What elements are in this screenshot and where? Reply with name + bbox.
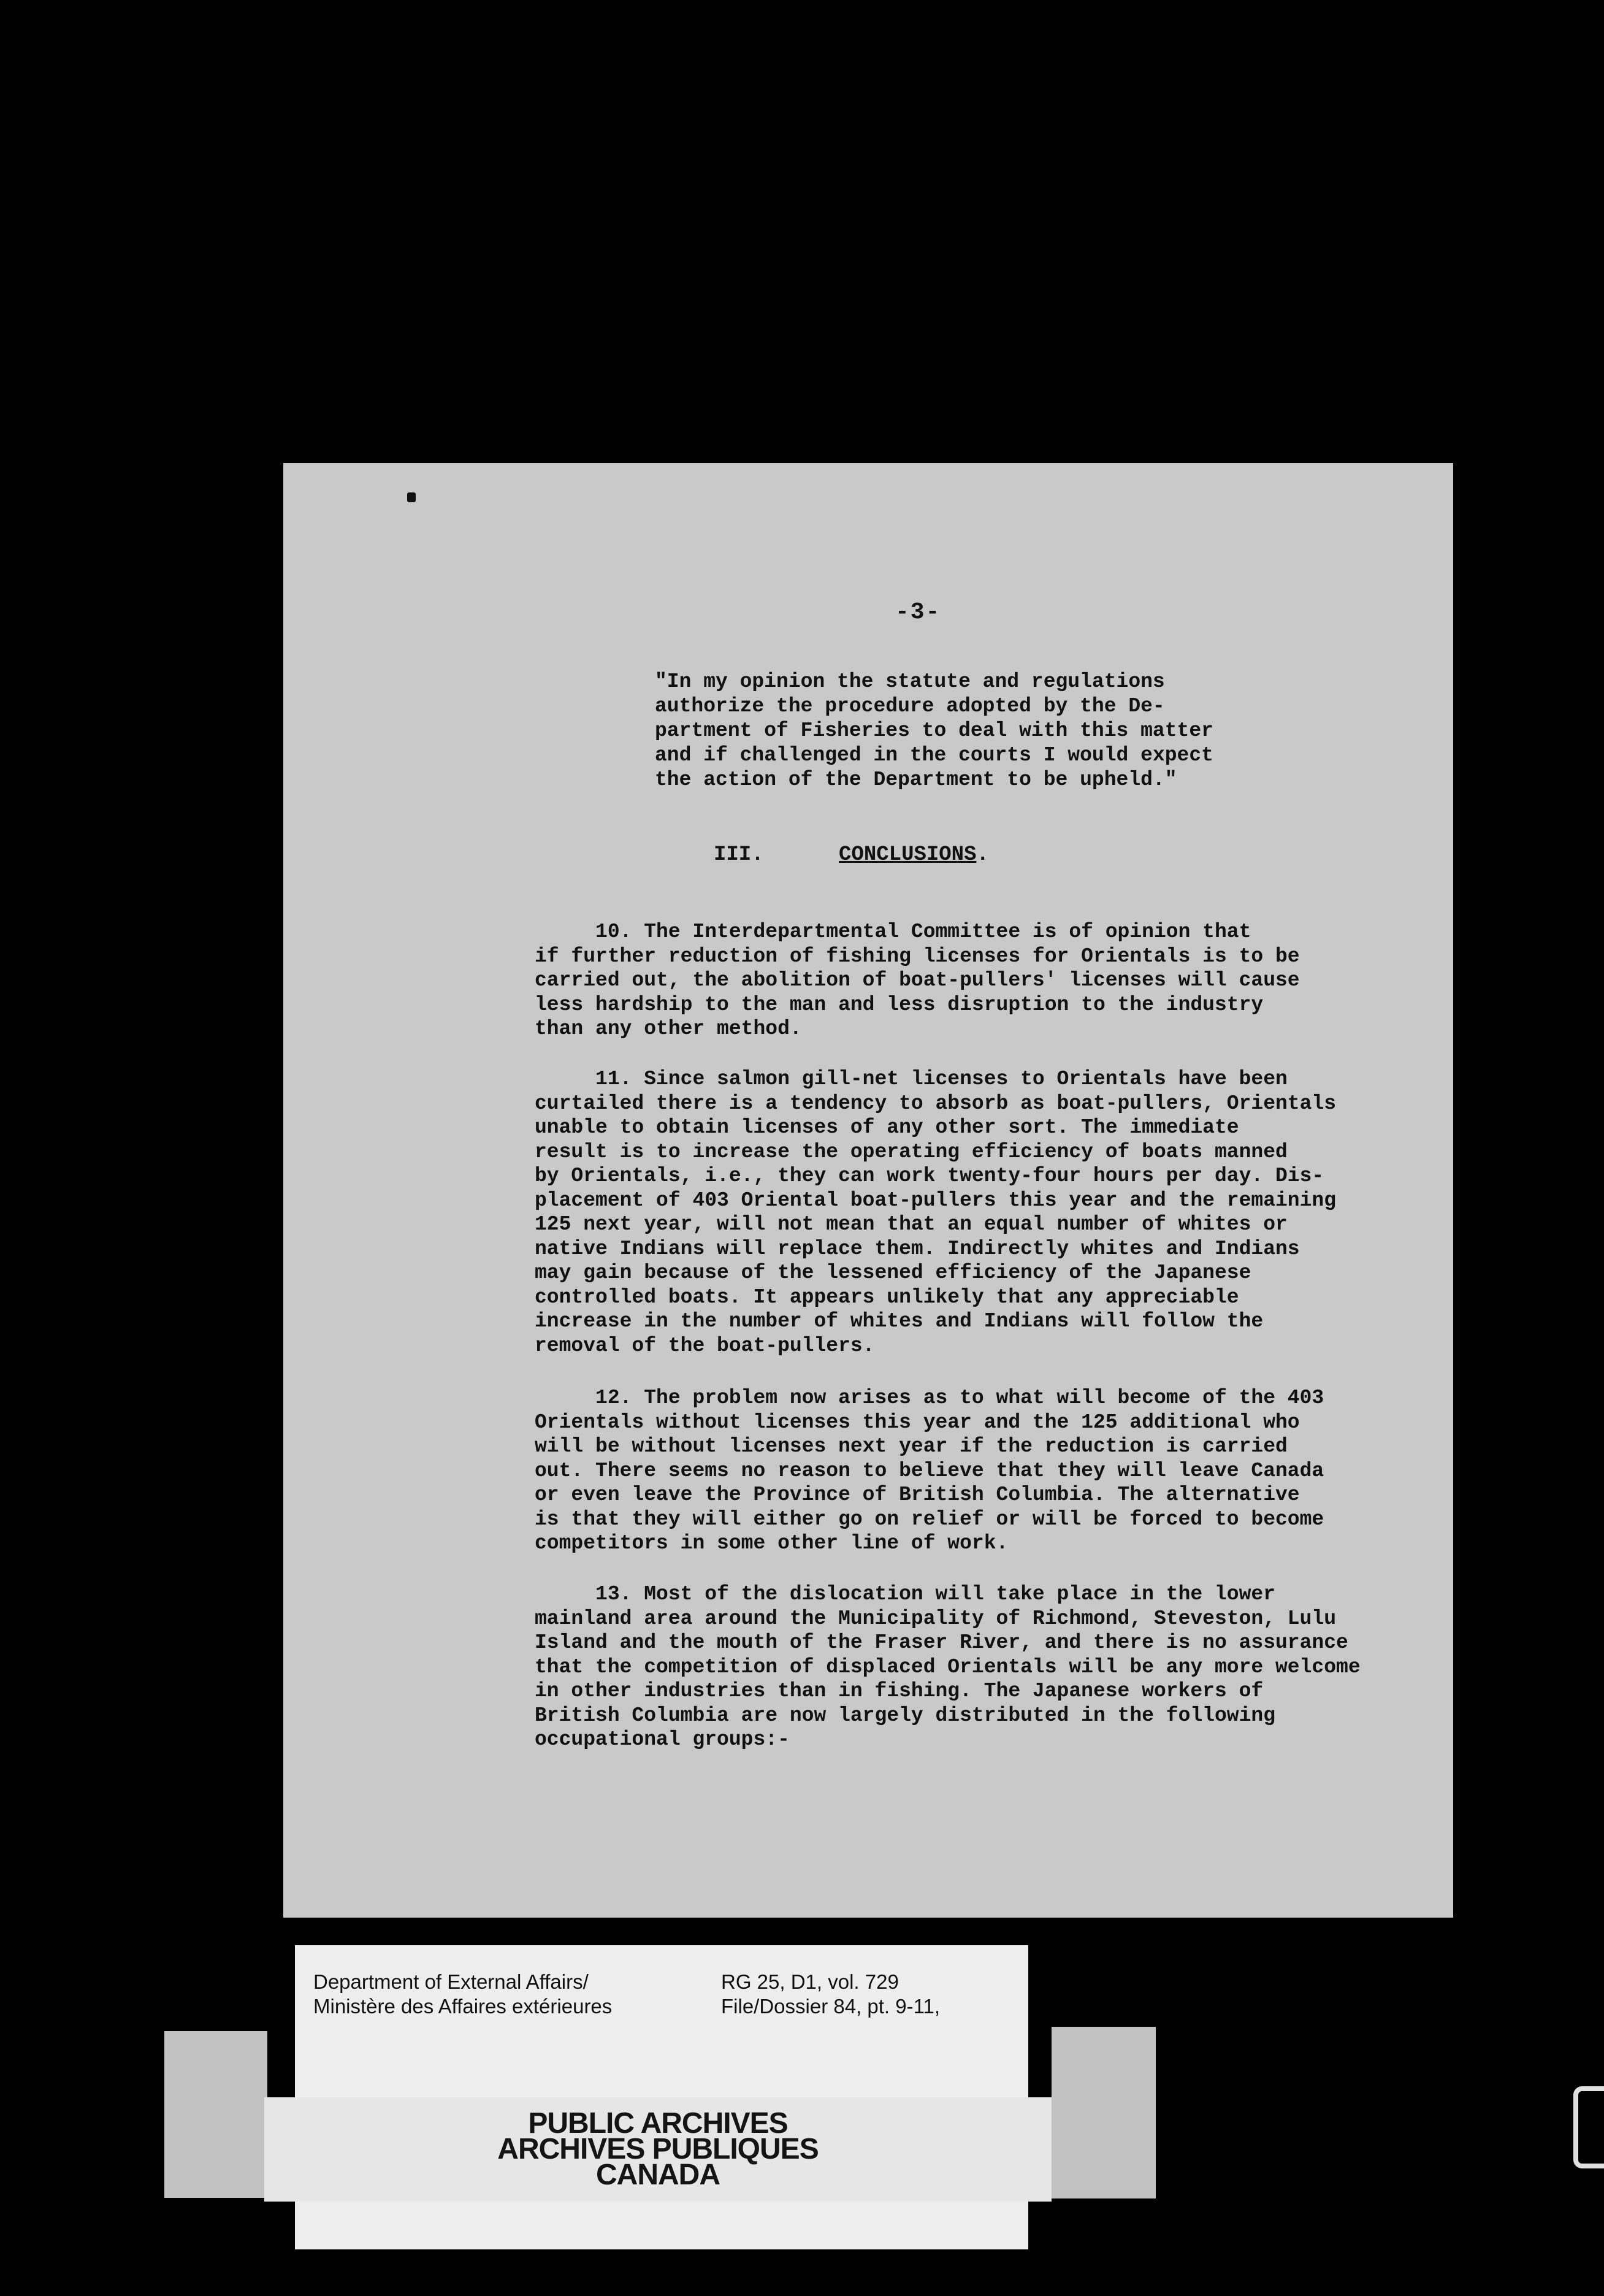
paragraph-line: that the competition of displaced Orientals will be any more welcome <box>535 1655 1361 1678</box>
document-page <box>283 463 1453 1918</box>
paragraph-11 <box>535 1067 1405 1358</box>
quote-line: "In my opinion the statute and regulations <box>655 670 1165 693</box>
paragraph-line: Orientals without licenses this year and the 125 additional who <box>535 1410 1300 1434</box>
record-group: RG 25, D1, vol. 729 <box>721 1970 899 1993</box>
stamp-line-country: CANADA <box>596 2159 720 2191</box>
paragraph-line: less hardship to the man and less disruption to the industry <box>535 993 1264 1016</box>
archive-reference <box>721 1970 940 2019</box>
archive-department <box>313 1970 612 2019</box>
department-fr: Ministère des Affaires extérieures <box>313 1995 613 2018</box>
stamp-line-en: PUBLIC ARCHIVES <box>528 2107 788 2140</box>
paragraph-line: increase in the number of whites and Indians will follow the <box>535 1310 1264 1333</box>
paragraph-line: 125 next year, will not mean that an equal number of whites or <box>535 1213 1288 1236</box>
paragraph-10 <box>535 920 1405 1041</box>
film-tab-right <box>1052 2027 1156 2198</box>
paragraph-13 <box>535 1582 1405 1752</box>
paragraph-line: mainland area around the Municipality of Richmond, Steveston, Lulu <box>535 1607 1337 1630</box>
paragraph-line: than any other method. <box>535 1017 802 1040</box>
film-frame-mark <box>1573 2086 1604 2168</box>
file-dossier: File/Dossier 84, pt. 9-11, <box>721 1995 941 2018</box>
paragraph-line: controlled boats. It appears unlikely that any appreciable <box>535 1285 1239 1309</box>
page-number: -3- <box>895 599 941 626</box>
paragraph-12 <box>535 1386 1405 1556</box>
section-title-end: . <box>976 843 989 867</box>
section-numeral: III. <box>714 843 764 867</box>
paragraph-line: out. There seems no reason to believe that they will leave Canada <box>535 1459 1324 1482</box>
paragraph-line: Island and the mouth of the Fraser River, and there is no assurance <box>535 1631 1348 1654</box>
paragraph-line: 10. The Interdepartmental Committee is of opinion that <box>535 920 1251 943</box>
paragraph-line: may gain because of the lessened efficiency of the Japanese <box>535 1261 1251 1284</box>
stamp-line-fr: ARCHIVES PUBLIQUES <box>497 2133 819 2165</box>
paragraph-line: will be without licenses next year if the reduction is carried <box>535 1435 1288 1458</box>
quote-line: partment of Fisheries to deal with this matter <box>655 719 1213 742</box>
paragraph-line: 11. Since salmon gill-net licenses to Orientals have been <box>535 1068 1288 1090</box>
paragraph-line: in other industries than in fishing. The Japanese workers of <box>535 1680 1264 1702</box>
legal-opinion-quote <box>655 670 1391 792</box>
paragraph-line: native Indians will replace them. Indirectly whites and Indians <box>535 1237 1300 1260</box>
paragraph-line: placement of 403 Oriental boat-pullers this year and the remaining <box>535 1188 1337 1212</box>
punch-mark <box>407 492 416 502</box>
paragraph-line: by Orientals, i.e., they can work twenty-four hours per day. Dis- <box>535 1165 1324 1187</box>
paragraph-line: result is to increase the operating efficiency of boats manned <box>535 1140 1288 1163</box>
paragraph-line: occupational groups:- <box>535 1728 790 1751</box>
paragraph-line: carried out, the abolition of boat-pullers' licenses will cause <box>535 969 1300 992</box>
quote-line: and if challenged in the courts I would expect <box>655 744 1213 767</box>
department-en: Department of External Affairs/ <box>313 1970 589 1993</box>
paragraph-line: removal of the boat-pullers. <box>535 1334 875 1357</box>
quote-line: the action of the Department to be upheld." <box>655 768 1177 791</box>
paragraph-line: if further reduction of fishing licenses for Orientals is to be <box>535 944 1300 968</box>
quote-line: authorize the procedure adopted by the De- <box>655 695 1165 718</box>
section-heading <box>714 843 989 867</box>
paragraph-line: 12. The problem now arises as to what will become of the 403 <box>535 1387 1324 1409</box>
film-tab-left <box>164 2031 267 2198</box>
paragraph-line: curtailed there is a tendency to absorb as boat-pullers, Orientals <box>535 1092 1337 1115</box>
paragraph-line: unable to obtain licenses of any other sort. The immediate <box>535 1116 1239 1139</box>
paragraph-line: or even leave the Province of British Columbia. The alternative <box>535 1483 1300 1506</box>
paragraph-line: competitors in some other line of work. <box>535 1532 1009 1555</box>
section-title: CONCLUSIONS <box>839 843 977 867</box>
archives-stamp-band <box>264 2097 1052 2202</box>
archives-stamp <box>264 2107 1052 2191</box>
paragraph-line: is that they will either go on relief or will be forced to become <box>535 1507 1324 1531</box>
paragraph-line: 13. Most of the dislocation will take place in the lower <box>535 1583 1275 1605</box>
paragraph-line: British Columbia are now largely distributed in the following <box>535 1704 1275 1727</box>
